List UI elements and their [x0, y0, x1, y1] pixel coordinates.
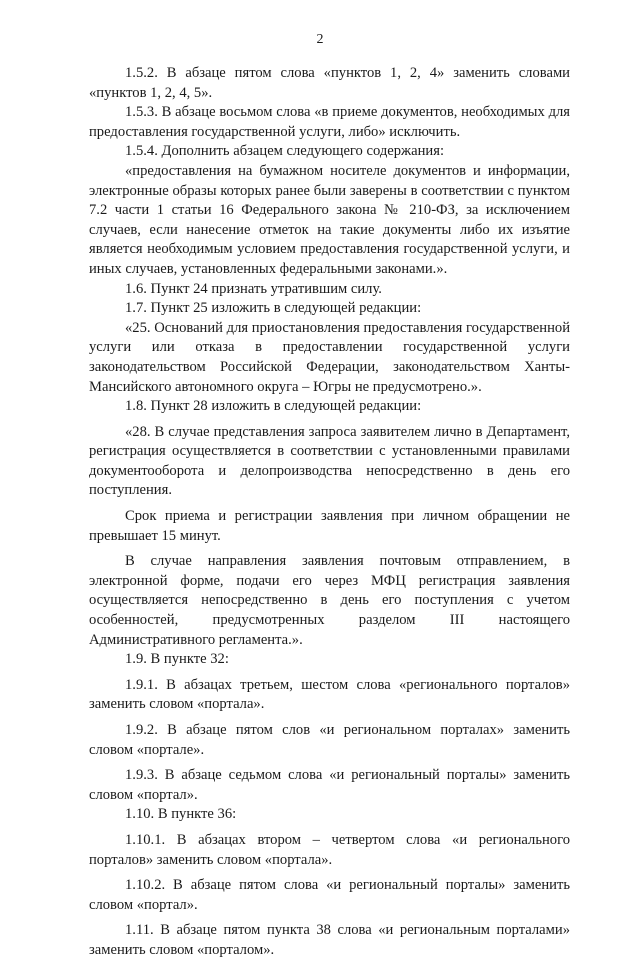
paragraph-1-10: 1.10. В пункте 36: [125, 806, 237, 823]
paragraph-reception-time: Срок приема и регистрации заявления при личном обращении не превышает 15 минут. [89, 508, 570, 544]
paragraph-1-9-3: 1.9.3. В абзаце седьмом слова «и региональный порталы» заменить словом «портал». [89, 767, 570, 803]
paragraph-1-10-1: 1.10.1. В абзацах втором – четвертом слова «и регионального порталов» заменить словом «портала». [89, 831, 570, 868]
document-body [89, 64, 570, 961]
paragraph-quoted-addition: «предоставления на бумажном носителе документов и информации, электронные образы которых ранее были заверены в соответствии с пунктом 7.2 части 1 статьи 16 Федерального закона № 210-ФЗ, за исключением случаев, если нанесение отметок на такие документы либо их изъятие является необходимым условием предоставления государственной услуги, и иных случаев, установленных федеральными законами.». [89, 162, 570, 277]
paragraph-1-7: 1.7. Пункт 25 изложить в следующей редакции: [125, 300, 422, 317]
paragraph-item-25: «25. Оснований для приостановления предоставления государственной услуги или отказа в предоставлении государственной услуги законодательством Российской Федерации, законодательством Ханты-Мансийского автономного округа – Югры не предусмотрено.». [89, 319, 570, 395]
paragraph-1-11: 1.11. В абзаце пятом пункта 38 слова «и региональным порталами» заменить словом «порталом». [89, 922, 570, 958]
paragraph-1-5-3: 1.5.3. В абзаце восьмом слова «в приеме документов, необходимых для предоставления государственной услуги, либо» исключить. [89, 104, 570, 140]
paragraph-1-6: 1.6. Пункт 24 признать утратившим силу. [125, 280, 382, 297]
paragraph-1-5-4: 1.5.4. Дополнить абзацем следующего содержания: [125, 143, 445, 160]
paragraph-1-5-2: 1.5.2. В абзаце пятом слова «пунктов 1, 2, 4» заменить словами «пунктов 1, 2, 4, 5». [89, 65, 570, 101]
paragraph-1-8: 1.8. Пункт 28 изложить в следующей редакции: [125, 398, 422, 415]
paragraph-1-9-2: 1.9.2. В абзаце пятом слов «и региональном порталах» заменить словом «портале». [89, 722, 570, 758]
paragraph-item-28: «28. В случае представления запроса заявителем лично в Департамент, регистрация осуществляется в соответствии с установленными правилами документооборота и делопроизводства непосредственно в день его поступления. [89, 423, 570, 499]
paragraph-mail-submission: В случае направления заявления почтовым отправлением, в электронной форме, подачи его через МФЦ регистрация заявления осуществляется непосредственно в день его поступления с учетом особенностей, предусмотренных разделом III настоящего Административного регламента.». [89, 553, 570, 648]
page-number: 2 [316, 32, 324, 47]
paragraph-1-10-2: 1.10.2. В абзаце пятом слова «и региональный порталы» заменить словом «портал». [89, 877, 570, 913]
paragraph-1-9: 1.9. В пункте 32: [125, 651, 229, 668]
paragraph-1-9-1: 1.9.1. В абзацах третьем, шестом слова «регионального порталов» заменить словом «портала». [89, 676, 570, 713]
